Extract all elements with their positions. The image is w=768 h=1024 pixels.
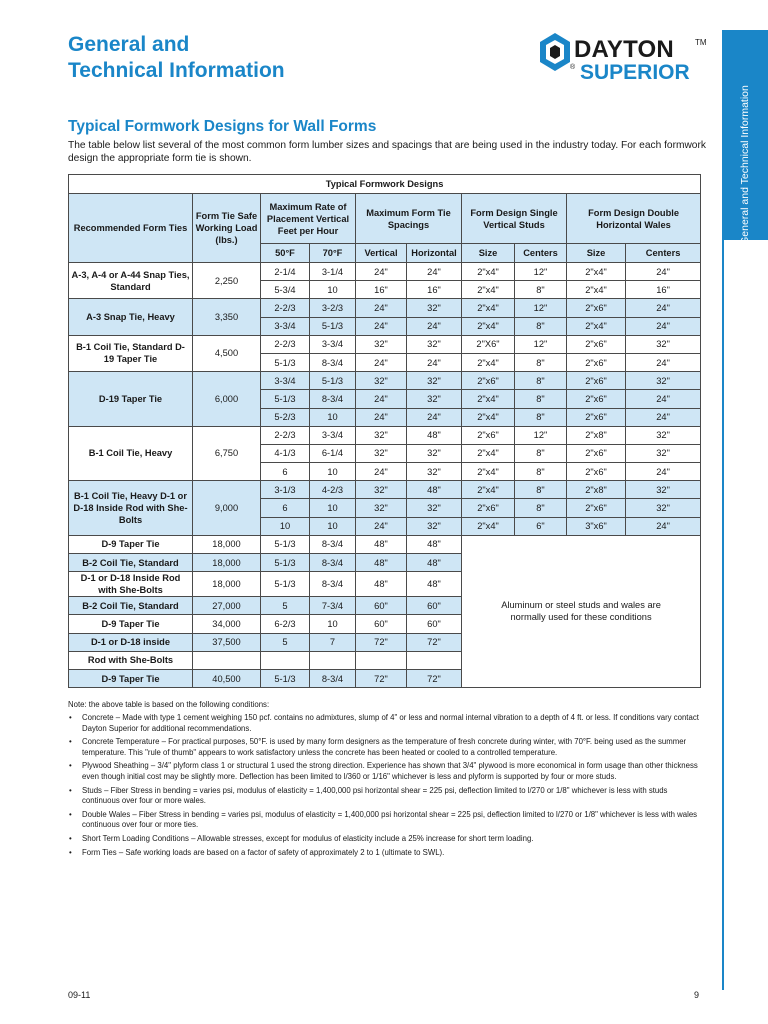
- table-cell: 4-2/3: [310, 481, 356, 499]
- table-cell: 4-1/3: [261, 444, 310, 462]
- table-cell: 32": [626, 481, 701, 499]
- note-item: [68, 834, 704, 844]
- table-cell: 32": [626, 426, 701, 444]
- tie-name-cell: D-9 Taper Tie: [69, 669, 193, 687]
- table-cell: 10: [310, 615, 356, 633]
- table-cell: 32": [356, 372, 407, 390]
- table-row: [69, 263, 701, 281]
- table-cell: 60": [407, 615, 462, 633]
- table-cell: 8": [515, 444, 567, 462]
- table-cell: 37,500: [193, 633, 261, 651]
- table-cell: 2"x6": [462, 426, 515, 444]
- header-single-studs: Form Design Single Vertical Studs: [462, 194, 567, 244]
- side-tab-block: [722, 30, 768, 245]
- logo-registered: ®: [570, 64, 576, 71]
- logo-tm: TM: [695, 38, 707, 47]
- table-cell: 2"x6": [567, 499, 626, 517]
- side-tab-label: General and Technical Information: [739, 85, 751, 245]
- header-centers-wales: Centers: [626, 244, 701, 263]
- table-cell: 2-2/3: [261, 299, 310, 317]
- table-notes: [68, 700, 704, 861]
- table-cell: 16": [626, 281, 701, 299]
- table-cell: 3-3/4: [261, 372, 310, 390]
- load-cell: 2,250: [193, 263, 261, 299]
- table-cell: 2-2/3: [261, 426, 310, 444]
- table-row: [69, 299, 701, 317]
- table-cell: 2"x4": [567, 263, 626, 281]
- table-cell: 8": [515, 353, 567, 371]
- table-cell: 2"x6": [462, 372, 515, 390]
- page-title-line1: General and: [68, 33, 190, 56]
- table-cell: 12": [515, 263, 567, 281]
- header-max-rate: Maximum Rate of Placement Vertical Feet per Hour: [261, 194, 356, 244]
- table-cell: 3-3/4: [310, 426, 356, 444]
- header-double-wales: Form Design Double Horizontal Wales: [567, 194, 701, 244]
- table-cell: 32": [626, 499, 701, 517]
- header-70f: 70°F: [310, 244, 356, 263]
- table-cell: 24": [626, 463, 701, 481]
- table-cell: 5-2/3: [261, 408, 310, 426]
- table-cell: 2"x4": [462, 463, 515, 481]
- table-cell: 24": [626, 517, 701, 535]
- table-cell: 48": [356, 572, 407, 597]
- table-cell: 8": [515, 499, 567, 517]
- tie-name-cell: A-3 Snap Tie, Heavy: [69, 299, 193, 335]
- bullet-icon: •: [69, 737, 72, 747]
- bullet-icon: •: [69, 847, 72, 857]
- table-cell: 24": [356, 463, 407, 481]
- note-item: [68, 786, 704, 807]
- table-cell: 7-3/4: [310, 597, 356, 615]
- table-cell: 2"x4": [462, 408, 515, 426]
- table-cell: 32": [407, 390, 462, 408]
- table-cell: 2"x6": [567, 408, 626, 426]
- dayton-superior-logo: [538, 30, 708, 88]
- table-cell: 3-1/3: [261, 481, 310, 499]
- table-cell: 18,000: [193, 572, 261, 597]
- table-cell: 2"x4": [462, 299, 515, 317]
- table-row: [69, 481, 701, 499]
- table-cell: 34,000: [193, 615, 261, 633]
- table-cell: 32": [356, 335, 407, 353]
- note-text: Plywood Sheathing – 3/4" plyform class 1 or structural 1 used the strong direction. Experience has shown that 3/4" plywood is more economical in form usage than other thickness even though initial cost may be slightly more. Deflection has been limited to l/360 or 1/16" whichever is less and plyform is supported by four or more studs.: [82, 761, 698, 781]
- table-cell: 32": [407, 444, 462, 462]
- table-cell: 2"x6": [567, 335, 626, 353]
- table-cell: 2"x6": [567, 463, 626, 481]
- table-row: [69, 426, 701, 444]
- formwork-designs-table: [68, 174, 701, 688]
- table-cell: 10: [310, 463, 356, 481]
- table-cell: 24": [407, 263, 462, 281]
- table-cell: 2-2/3: [261, 335, 310, 353]
- table-row: [69, 372, 701, 390]
- table-cell: 32": [356, 444, 407, 462]
- table-cell: 6-2/3: [261, 615, 310, 633]
- table-cell: 2"x8": [567, 426, 626, 444]
- table-cell: [356, 651, 407, 669]
- table-cell: 8": [515, 463, 567, 481]
- table-cell: 24": [626, 263, 701, 281]
- header-size-studs: Size: [462, 244, 515, 263]
- table-cell: 5-1/3: [310, 372, 356, 390]
- table-cell: 32": [356, 499, 407, 517]
- table-cell: 2"x4": [462, 263, 515, 281]
- load-cell: 6,000: [193, 372, 261, 427]
- table-cell: 2"x4": [567, 317, 626, 335]
- table-cell: 32": [407, 463, 462, 481]
- table-cell: 18,000: [193, 554, 261, 572]
- table-cell: 3"x6": [567, 517, 626, 535]
- table-cell: 8": [515, 281, 567, 299]
- header-50f: 50°F: [261, 244, 310, 263]
- table-cell: 3-3/4: [261, 317, 310, 335]
- header-centers-studs: Centers: [515, 244, 567, 263]
- table-cell: 3-2/3: [310, 299, 356, 317]
- table-cell: 72": [356, 669, 407, 687]
- table-cell: 10: [261, 517, 310, 535]
- table-cell: 6: [261, 463, 310, 481]
- page-number: 9: [694, 990, 700, 1000]
- table-cell: 32": [626, 372, 701, 390]
- table-cell: 8-3/4: [310, 353, 356, 371]
- table-cell: 8-3/4: [310, 554, 356, 572]
- aluminum-note-text: Aluminum or steel studs and wales are normally used for these conditions: [501, 599, 661, 623]
- table-cell: [193, 651, 261, 669]
- load-cell: 3,350: [193, 299, 261, 335]
- table-cell: 3-1/4: [310, 263, 356, 281]
- load-cell: 9,000: [193, 481, 261, 536]
- table-cell: [261, 651, 310, 669]
- logo-dayton-text: DAYTON: [574, 36, 674, 63]
- page-title-line2: Technical Information: [68, 59, 285, 82]
- table-cell: 8": [515, 372, 567, 390]
- table-cell: 5-1/3: [261, 353, 310, 371]
- table-cell: 72": [407, 669, 462, 687]
- logo-superior-text: SUPERIOR: [580, 61, 690, 84]
- table-cell: 12": [515, 335, 567, 353]
- table-cell: 32": [356, 481, 407, 499]
- table-cell: 5-1/3: [261, 390, 310, 408]
- table-cell: 8-3/4: [310, 390, 356, 408]
- tie-name-cell: D-1 or D-18 inside: [69, 633, 193, 651]
- note-item: [68, 713, 704, 734]
- table-cell: 8": [515, 408, 567, 426]
- table-cell: 2"x6": [567, 372, 626, 390]
- header-max-spacings: Maximum Form Tie Spacings: [356, 194, 462, 244]
- table-cell: 72": [407, 633, 462, 651]
- table-cell: 60": [356, 615, 407, 633]
- side-rule: [722, 240, 724, 990]
- note-text: Form Ties – Safe working loads are based on a factor of safety of approximately 2 to 1 (ultimate to SWL).: [82, 847, 445, 857]
- tie-name-cell: B-1 Coil Tie, Heavy: [69, 426, 193, 481]
- table-cell: 2"x4": [462, 481, 515, 499]
- table-cell: 48": [356, 535, 407, 553]
- table-cell: 2"x4": [462, 281, 515, 299]
- tie-name-cell: Rod with She-Bolts: [69, 651, 193, 669]
- table-cell: 32": [407, 372, 462, 390]
- table-cell: 24": [356, 390, 407, 408]
- table-body: [69, 263, 701, 688]
- table-row: [69, 535, 701, 553]
- header-vertical: Vertical: [356, 244, 407, 263]
- hexagon-logo-icon: [538, 32, 572, 72]
- table-cell: 5-1/3: [261, 535, 310, 553]
- table-cell: 10: [310, 499, 356, 517]
- table-cell: [407, 651, 462, 669]
- notes-list: [68, 713, 704, 858]
- table-cell: 5-1/3: [261, 572, 310, 597]
- section-title: Typical Formwork Designs for Wall Forms: [68, 118, 377, 135]
- table-cell: 60": [356, 597, 407, 615]
- table-cell: 2"x4": [462, 444, 515, 462]
- table-cell: 48": [407, 481, 462, 499]
- table-cell: 24": [356, 299, 407, 317]
- table-cell: 5-3/4: [261, 281, 310, 299]
- table-cell: 2"x6": [567, 390, 626, 408]
- table-cell: 10: [310, 281, 356, 299]
- table-cell: 5: [261, 597, 310, 615]
- table-cell: 48": [407, 426, 462, 444]
- table-cell: 27,000: [193, 597, 261, 615]
- table-cell: 48": [356, 554, 407, 572]
- tie-name-cell: A-3, A-4 or A-44 Snap Ties, Standard: [69, 263, 193, 299]
- table-cell: 32": [356, 426, 407, 444]
- table-cell: 32": [407, 335, 462, 353]
- table-cell: 48": [407, 572, 462, 597]
- table-cell: 6-1/4: [310, 444, 356, 462]
- table-cell: 8-3/4: [310, 669, 356, 687]
- note-item: [68, 737, 704, 758]
- notes-intro: Note: the above table is based on the following conditions:: [68, 700, 270, 709]
- table-cell: 24": [407, 353, 462, 371]
- table-cell: 2"X6": [462, 335, 515, 353]
- table-cell: 24": [626, 353, 701, 371]
- table-cell: 24": [356, 317, 407, 335]
- table-cell: 8": [515, 481, 567, 499]
- note-item: [68, 810, 704, 831]
- table-cell: 24": [356, 408, 407, 426]
- table-cell: 2"x6": [462, 499, 515, 517]
- table-cell: 72": [356, 633, 407, 651]
- table-cell: 24": [626, 299, 701, 317]
- note-text: Short Term Loading Conditions – Allowable stresses, except for modulus of elasticity include a 25% increase for short term loading.: [82, 833, 534, 843]
- table-cell: 40,500: [193, 669, 261, 687]
- table-cell: 24": [407, 317, 462, 335]
- table-cell: 24": [407, 408, 462, 426]
- note-item: [68, 848, 704, 858]
- note-text: Double Wales – Fiber Stress in bending = varies psi, modulus of elasticity = 1,400,000 psi horizontal shear = 225 psi, deflection limited to l/270 or 1/8" whichever is less with wales continuous over four or more ties.: [82, 809, 698, 829]
- table-cell: 32": [626, 444, 701, 462]
- table-cell: 5: [261, 633, 310, 651]
- table-cell: 12": [515, 426, 567, 444]
- table-cell: 16": [356, 281, 407, 299]
- tie-name-cell: D-9 Taper Tie: [69, 535, 193, 553]
- table-cell: 5-1/3: [310, 317, 356, 335]
- table-cell: 10: [310, 517, 356, 535]
- table-cell: 2"x4": [567, 281, 626, 299]
- table-cell: 24": [356, 263, 407, 281]
- note-item: [68, 761, 704, 782]
- table-cell: 24": [626, 408, 701, 426]
- bullet-icon: •: [69, 833, 72, 843]
- table-cell: 8-3/4: [310, 535, 356, 553]
- table-caption: Typical Formwork Designs: [69, 175, 701, 194]
- table-cell: 24": [626, 317, 701, 335]
- table-cell: 24": [356, 353, 407, 371]
- table-cell: 24": [356, 517, 407, 535]
- tie-name-cell: D-19 Taper Tie: [69, 372, 193, 427]
- tie-name-cell: D-1 or D-18 Inside Rod with She-Bolts: [69, 572, 193, 597]
- table-cell: 10: [310, 408, 356, 426]
- footer-date: 09-11: [68, 990, 91, 1000]
- page-title: [68, 32, 285, 84]
- table-cell: [310, 651, 356, 669]
- table-cell: 2"x6": [567, 299, 626, 317]
- load-cell: 4,500: [193, 335, 261, 371]
- header-size-wales: Size: [567, 244, 626, 263]
- table-cell: 8-3/4: [310, 572, 356, 597]
- header-recommended-ties: Recommended Form Ties: [69, 194, 193, 263]
- bullet-icon: •: [69, 713, 72, 723]
- table-cell: 2"x6": [567, 353, 626, 371]
- table-cell: 8": [515, 317, 567, 335]
- table-cell: 5-1/3: [261, 554, 310, 572]
- bullet-icon: •: [69, 761, 72, 771]
- note-text: Studs – Fiber Stress in bending = varies psi, modulus of elasticity = 1,400,000 psi horizontal shear = 225 psi, deflection limited to l/270 or 1/8" whichever is less with studs continuous over four or more wales.: [82, 785, 668, 805]
- table-cell: 2"x6": [567, 444, 626, 462]
- table-cell: 3-3/4: [310, 335, 356, 353]
- note-text: Concrete – Made with type 1 cement weighing 150 pcf. contains no admixtures, slump of 4" or less and normal internal vibration to a depth of 4 ft. or less. If conditions vary contact Dayton Superior for additional recommendations.: [82, 713, 699, 733]
- table-cell: 8": [515, 390, 567, 408]
- tie-name-cell: B-2 Coil Tie, Standard: [69, 554, 193, 572]
- table-cell: 6: [261, 499, 310, 517]
- table-cell: 2"x8": [567, 481, 626, 499]
- table-cell: 12": [515, 299, 567, 317]
- tie-name-cell: D-9 Taper Tie: [69, 615, 193, 633]
- intro-paragraph: The table below list several of the most common form lumber sizes and spacings that are being used in the industry today. For each formwork design the appropriate form tie is shown.: [68, 140, 706, 164]
- table-cell: 60": [407, 597, 462, 615]
- table-cell: 18,000: [193, 535, 261, 553]
- table-cell: 7: [310, 633, 356, 651]
- bullet-icon: •: [69, 809, 72, 819]
- tie-name-cell: B-2 Coil Tie, Standard: [69, 597, 193, 615]
- table-cell: 2"x4": [462, 517, 515, 535]
- bullet-icon: •: [69, 785, 72, 795]
- tie-name-cell: B-1 Coil Tie, Heavy D-1 or D-18 Inside Rod with She-Bolts: [69, 481, 193, 536]
- header-safe-working-load: Form Tie Safe Working Load (lbs.): [193, 194, 261, 263]
- header-horizontal: Horizontal: [407, 244, 462, 263]
- load-cell: 6,750: [193, 426, 261, 481]
- table-cell: 24": [626, 390, 701, 408]
- table-cell: 16": [407, 281, 462, 299]
- aluminum-note-cell: [462, 535, 701, 687]
- table-cell: 32": [407, 517, 462, 535]
- table-cell: 2"x4": [462, 353, 515, 371]
- table-cell: 48": [407, 535, 462, 553]
- table-row: [69, 335, 701, 353]
- table-cell: 6": [515, 517, 567, 535]
- table-cell: 48": [407, 554, 462, 572]
- tie-name-cell: B-1 Coil Tie, Standard D-19 Taper Tie: [69, 335, 193, 371]
- table-cell: 32": [626, 335, 701, 353]
- table-cell: 32": [407, 499, 462, 517]
- note-text: Concrete Temperature – For practical purposes, 50°F. is used by many form designers as the temperature of fresh concrete during winter, with 70°F. being used as the summer temperature. This "rule of thumb" appears to work satisfactory unless the concrete has been heated or cooled to a controlled temperature.: [82, 737, 687, 757]
- table-cell: 32": [407, 299, 462, 317]
- table-cell: 2"x4": [462, 390, 515, 408]
- table-cell: 2"x4": [462, 317, 515, 335]
- table-cell: 2-1/4: [261, 263, 310, 281]
- section-side-tab: [722, 0, 768, 1024]
- table-cell: 5-1/3: [261, 669, 310, 687]
